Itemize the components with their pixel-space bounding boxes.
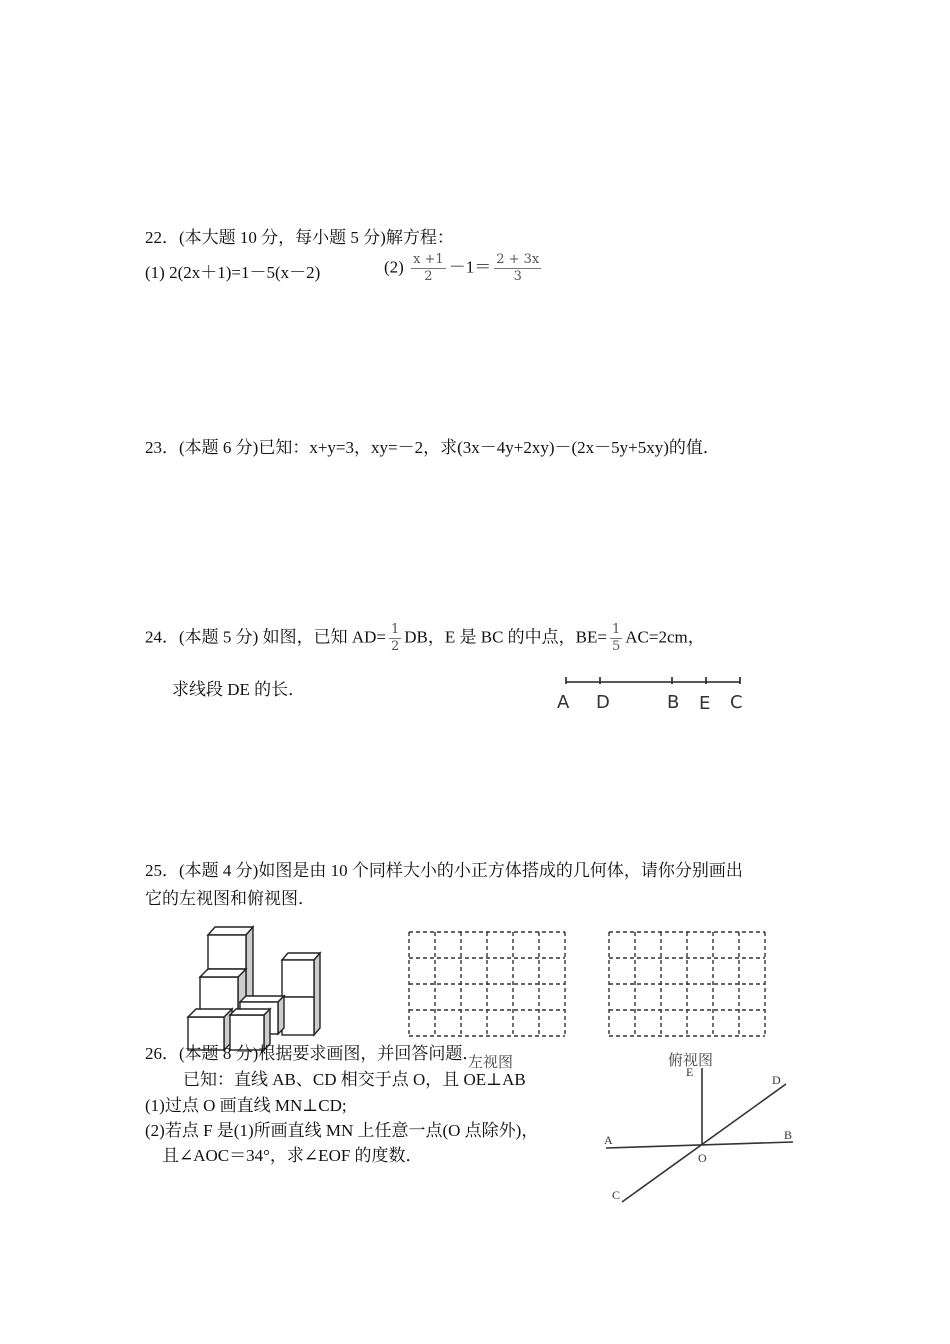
cube-solid-figure — [180, 920, 330, 1055]
label-c: C — [612, 1188, 621, 1202]
q26-line3: (1)过点 O 画直线 MN⊥CD; — [145, 1096, 347, 1115]
top-view-grid — [605, 928, 770, 1043]
q26-line1: 26．(本题 8 分)根据要求画图，并回答问题． — [145, 1044, 480, 1063]
q24-text: 24．(本题 5 分) 如图，已知 AD= $\frac{1}{2}$ DB，E 是 BC 的中点，BE= $\frac{1}{5}$ AC=2cm， — [145, 622, 705, 654]
label-o: O — [698, 1151, 707, 1165]
q22-fraction-right: $\frac{2 + 3x}{3}$ — [496, 252, 540, 284]
q22-middle: －1＝ — [448, 257, 492, 277]
intersecting-lines-figure — [598, 1062, 803, 1212]
q26-line4: (2)若点 F 是(1)所画直线 MN 上任意一点(O 点除外)， — [145, 1121, 539, 1140]
q26-line2: 已知：直线 AB、CD 相交于点 O，且 OE⊥AB — [183, 1070, 526, 1089]
top-view-caption: 俯视图 — [668, 1053, 714, 1069]
q22-fraction-left: $\frac{x +1}{2}$ — [413, 252, 444, 284]
label-a: A — [604, 1133, 613, 1147]
q25-line1: 25．(本题 4 分)如图是由 10 个同样大小的小正方体搭成的几何体，请你分别画出 — [145, 861, 743, 880]
q24-fraction-half: $\frac{1}{2}$ — [390, 622, 400, 654]
point-c-label: C — [730, 692, 743, 713]
label-d: D — [772, 1073, 781, 1087]
left-view-caption: 左视图 — [468, 1055, 514, 1071]
point-a-label: A — [557, 692, 570, 713]
point-e-label: E — [699, 693, 711, 714]
label-b: B — [784, 1128, 793, 1142]
point-d-label: D — [596, 692, 610, 713]
q23-text: 23．(本题 6 分)已知：x+y=3，xy=－2，求(3x－4y+2xy)－(2x－5y+5xy)的值． — [145, 438, 720, 457]
q22-part2 — [384, 252, 544, 285]
q24-segment-figure — [552, 672, 752, 718]
q24-question: 求线段 DE 的长． — [172, 680, 306, 699]
label-e: E — [686, 1065, 694, 1079]
q22-part1: (1) 2(2x＋1)=1－5(x－2) — [145, 263, 321, 282]
q24-fraction-fifth: $\frac{1}{5}$ — [612, 622, 621, 654]
q22-part2-label: (2) — [384, 257, 404, 277]
q25-line2: 它的左视图和俯视图． — [145, 889, 315, 908]
q22-title: 22．(本大题 10 分，每小题 5 分)解方程： — [145, 228, 454, 247]
point-b-label: B — [667, 692, 680, 713]
left-view-grid — [405, 928, 570, 1043]
q26-line5: 且∠AOC＝34°，求∠EOF 的度数． — [162, 1146, 423, 1165]
